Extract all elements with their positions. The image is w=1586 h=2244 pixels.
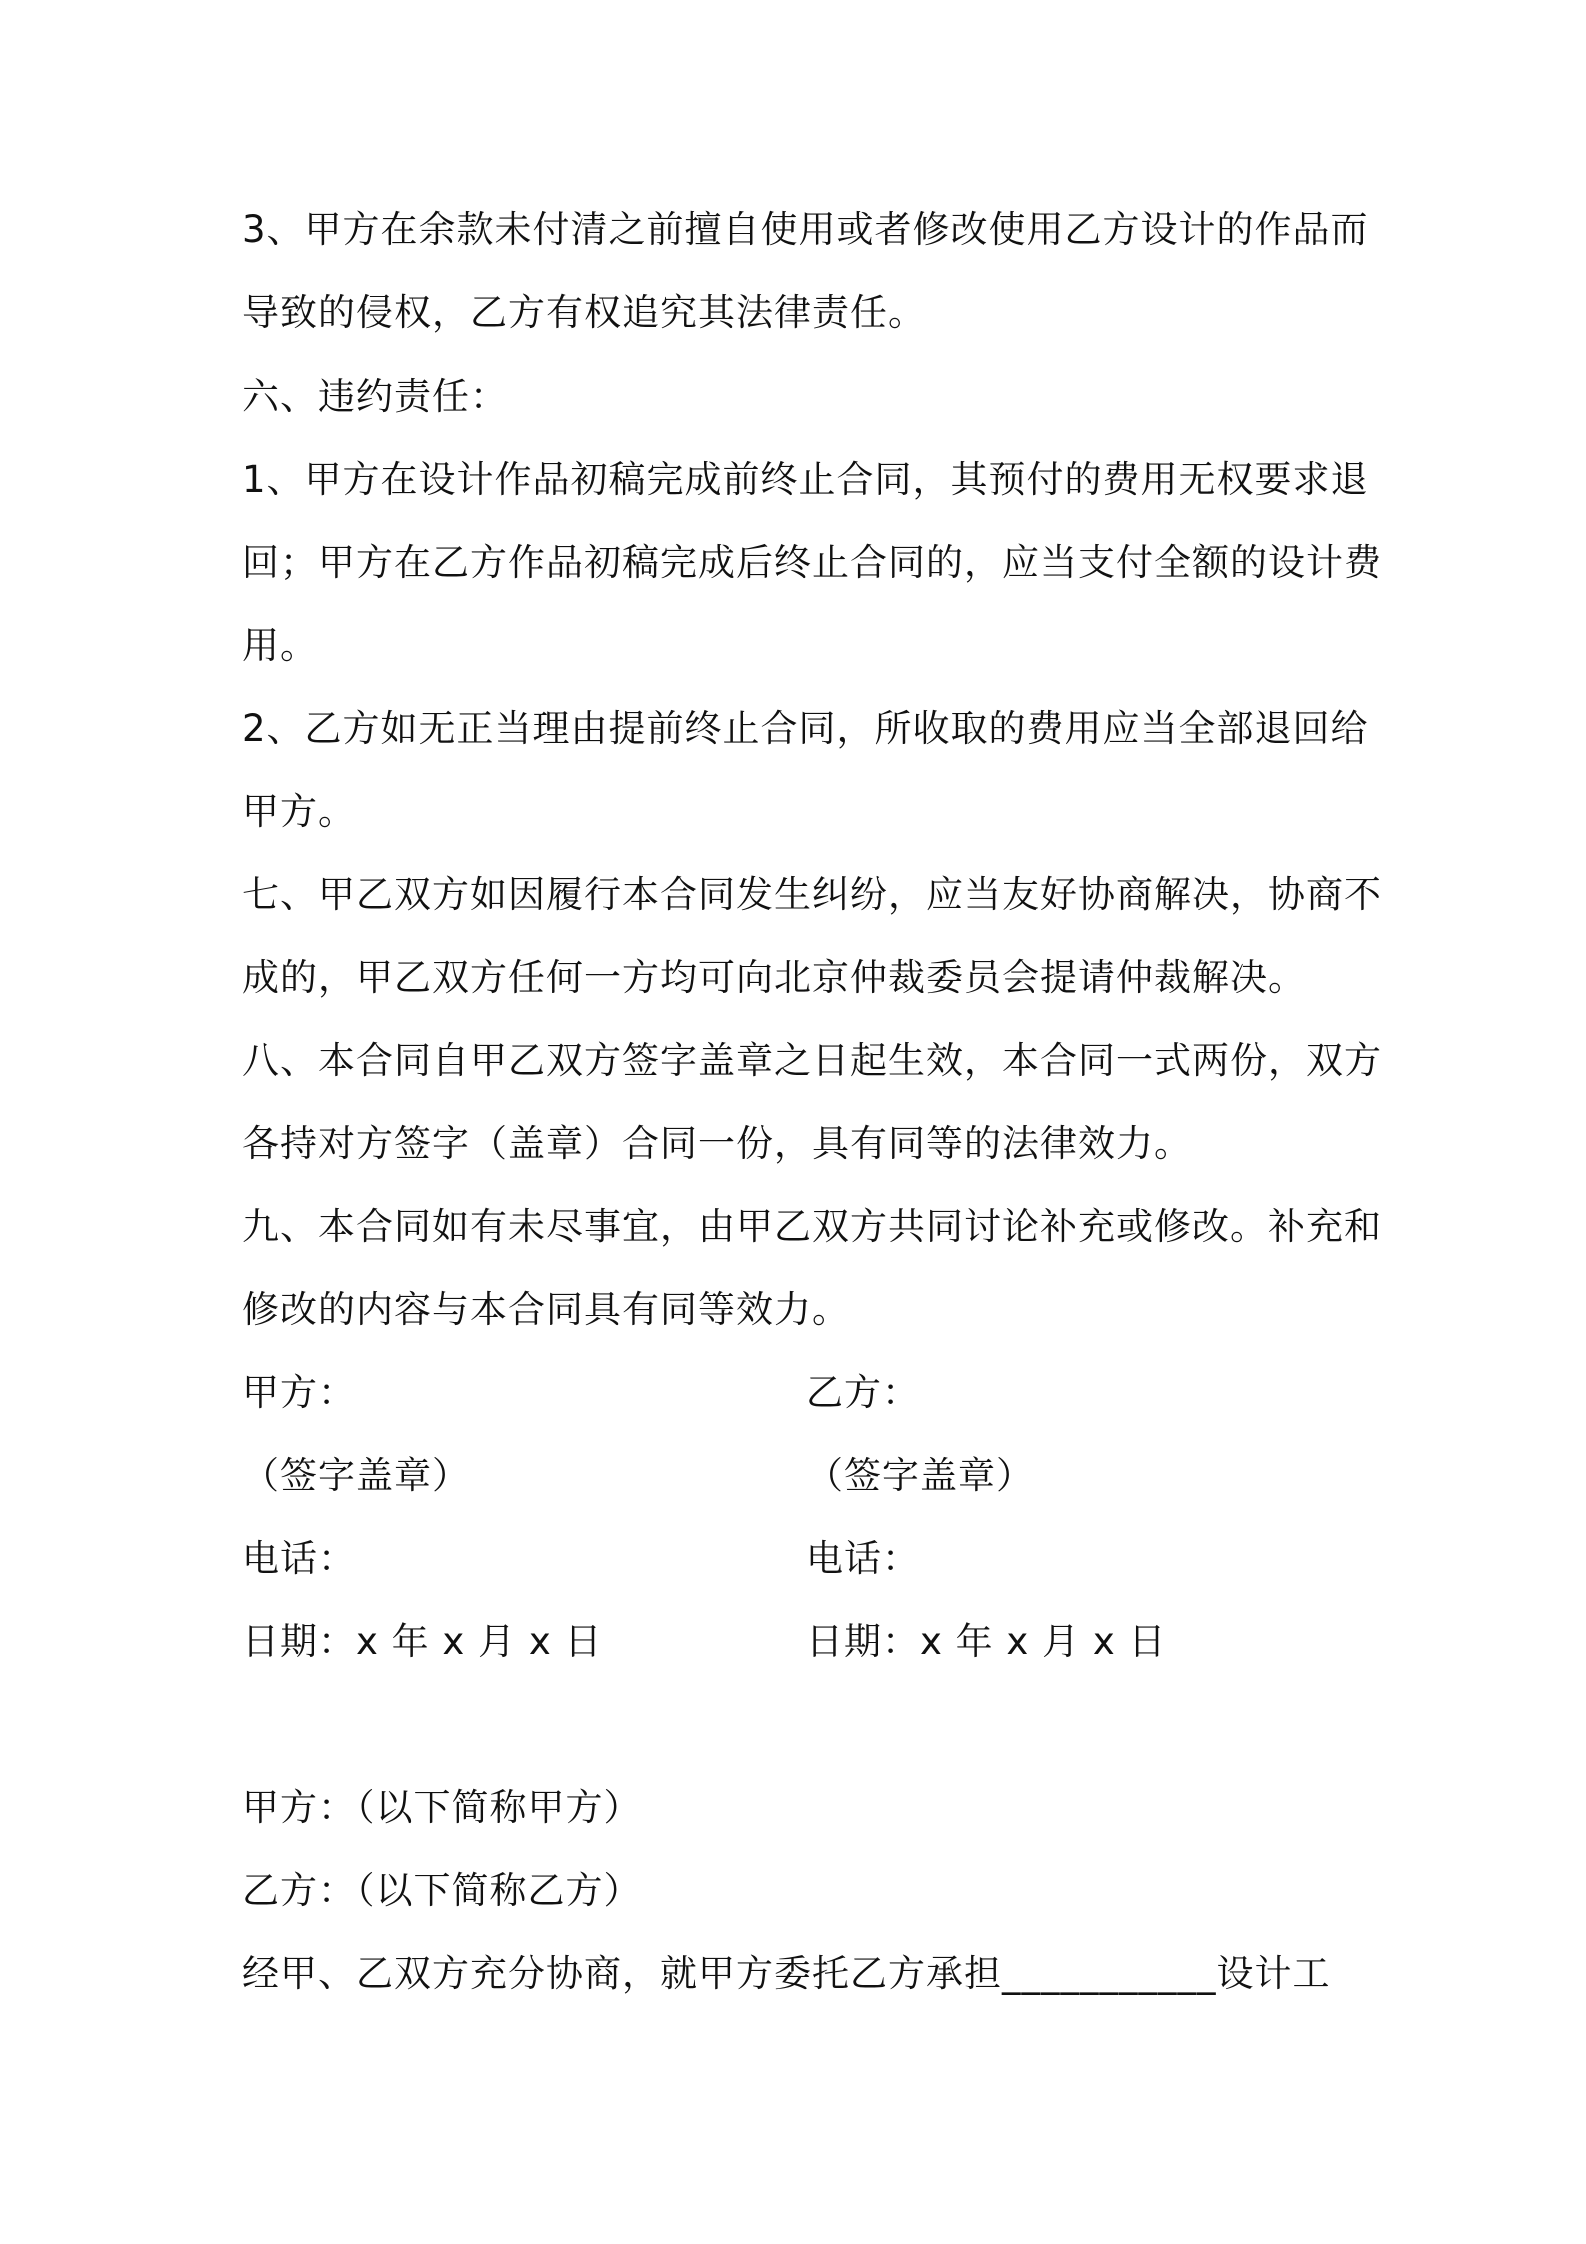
party-a-phone: 电话： [242,1537,356,1580]
next-party-a: 甲方：（以下简称甲方） [242,1786,642,1829]
effect-clause-line-2: 各持对方签字（盖章）合同一份，具有同等的法律效力。 [242,1122,1192,1165]
party-b-date: 日期：x 年 x 月 x 日 [806,1620,1167,1663]
effect-clause-line-1: 八、本合同自甲乙双方签字盖章之日起生效，本合同一式两份，双方 [242,1039,1382,1082]
breach-clause-1-line-2: 回；甲方在乙方作品初稿完成后终止合同的，应当支付全额的设计费 [242,541,1382,584]
party-a-date: 日期：x 年 x 月 x 日 [242,1620,603,1663]
party-a-seal: （签字盖章） [242,1454,470,1497]
breach-clause-1-line-3: 用。 [242,624,318,667]
clause-3-line-2: 导致的侵权，乙方有权追究其法律责任。 [242,291,926,334]
breach-clause-1-line-1: 1、甲方在设计作品初稿完成前终止合同，其预付的费用无权要求退 [242,458,1369,501]
supplement-clause-line-1: 九、本合同如有未尽事宜，由甲乙双方共同讨论补充或修改。补充和 [242,1205,1382,1248]
party-b-seal: （签字盖章） [806,1454,1034,1497]
section-heading-breach: 六、违约责任： [242,375,508,418]
supplement-clause-line-2: 修改的内容与本合同具有同等效力。 [242,1288,850,1331]
party-b-phone: 电话： [806,1537,920,1580]
breach-clause-2-line-1: 2、乙方如无正当理由提前终止合同，所收取的费用应当全部退回给 [242,707,1369,750]
next-intro-line: 经甲、乙双方充分协商，就甲方委托乙方承担___________设计工 [242,1952,1331,1995]
dispute-clause-line-1: 七、甲乙双方如因履行本合同发生纠纷，应当友好协商解决，协商不 [242,873,1382,916]
clause-3-line-1: 3、甲方在余款未付清之前擅自使用或者修改使用乙方设计的作品而 [242,208,1369,251]
party-a-label: 甲方： [242,1371,356,1414]
next-party-b: 乙方：（以下简称乙方） [242,1869,642,1912]
breach-clause-2-line-2: 甲方。 [242,790,356,833]
dispute-clause-line-2: 成的，甲乙双方任何一方均可向北京仲裁委员会提请仲裁解决。 [242,956,1306,999]
party-b-label: 乙方： [806,1371,920,1414]
